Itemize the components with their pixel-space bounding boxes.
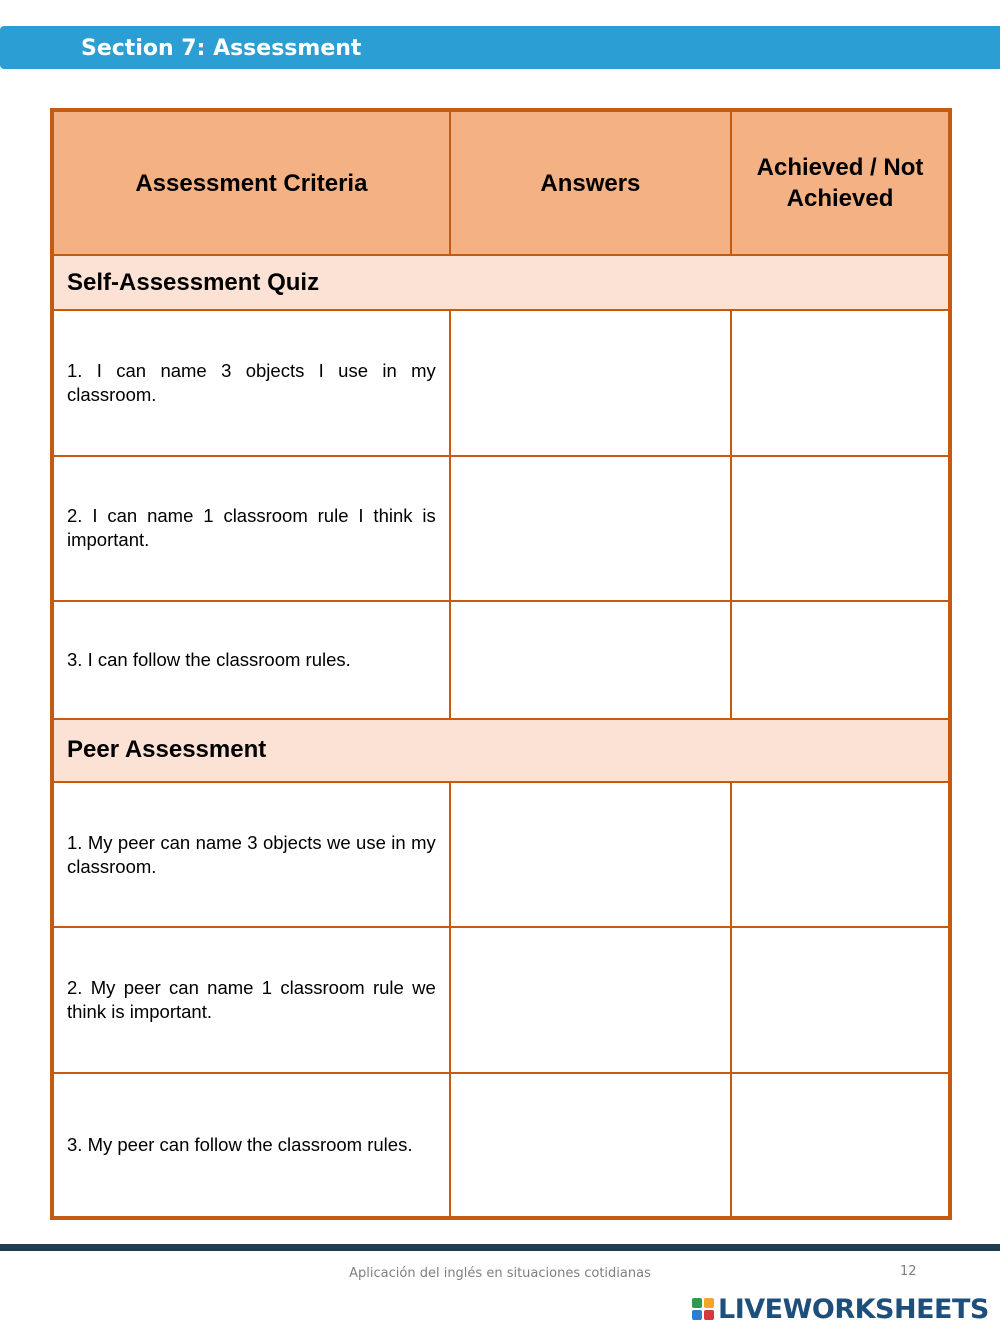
section-row-peer-assessment (52, 719, 950, 782)
table-row (52, 310, 950, 455)
page-title: Section 7: Assessment (81, 36, 362, 61)
achieved-cell[interactable] (731, 927, 950, 1072)
column-header-criteria: Assessment Criteria (52, 110, 450, 255)
liveworksheets-logo (692, 1292, 989, 1326)
table-row (52, 601, 950, 719)
criterion-cell: 3. I can follow the classroom rules. (52, 601, 450, 719)
section-title: Self-Assessment Quiz (52, 255, 950, 310)
answer-cell[interactable] (450, 927, 731, 1072)
footer-divider (0, 1244, 1000, 1251)
answer-cell[interactable] (450, 456, 731, 601)
table-row (52, 456, 950, 601)
achieved-cell[interactable] (731, 601, 950, 719)
achieved-cell[interactable] (731, 310, 950, 455)
criterion-cell: 2. I can name 1 classroom rule I think is important. (52, 456, 450, 601)
achieved-cell[interactable] (731, 456, 950, 601)
criterion-cell: 3. My peer can follow the classroom rules. (52, 1073, 450, 1218)
section-banner (0, 26, 1000, 69)
table-row (52, 1073, 950, 1218)
section-row-self-assessment (52, 255, 950, 310)
section-title: Peer Assessment (52, 719, 950, 782)
answer-cell[interactable] (450, 601, 731, 719)
table-row (52, 927, 950, 1072)
answer-cell[interactable] (450, 1073, 731, 1218)
footer-text: Aplicación del inglés en situaciones cotidianas (349, 1266, 651, 1281)
liveworksheets-logo-icon (692, 1298, 714, 1320)
table-row (52, 782, 950, 927)
column-header-answers: Answers (450, 110, 731, 255)
achieved-cell[interactable] (731, 1073, 950, 1218)
brand-name: LIVEWORKSHEETS (718, 1293, 989, 1325)
criterion-cell: 1. My peer can name 3 objects we use in my classroom. (52, 782, 450, 927)
criterion-cell: 2. My peer can name 1 classroom rule we think is important. (52, 927, 450, 1072)
criterion-cell: 1. I can name 3 objects I use in my classroom. (52, 310, 450, 455)
table-header-row (52, 110, 950, 255)
answer-cell[interactable] (450, 782, 731, 927)
page-number: 12 (900, 1264, 917, 1279)
column-header-achieved: Achieved / Not Achieved (731, 110, 950, 255)
achieved-cell[interactable] (731, 782, 950, 927)
answer-cell[interactable] (450, 310, 731, 455)
assessment-table (50, 108, 952, 1220)
